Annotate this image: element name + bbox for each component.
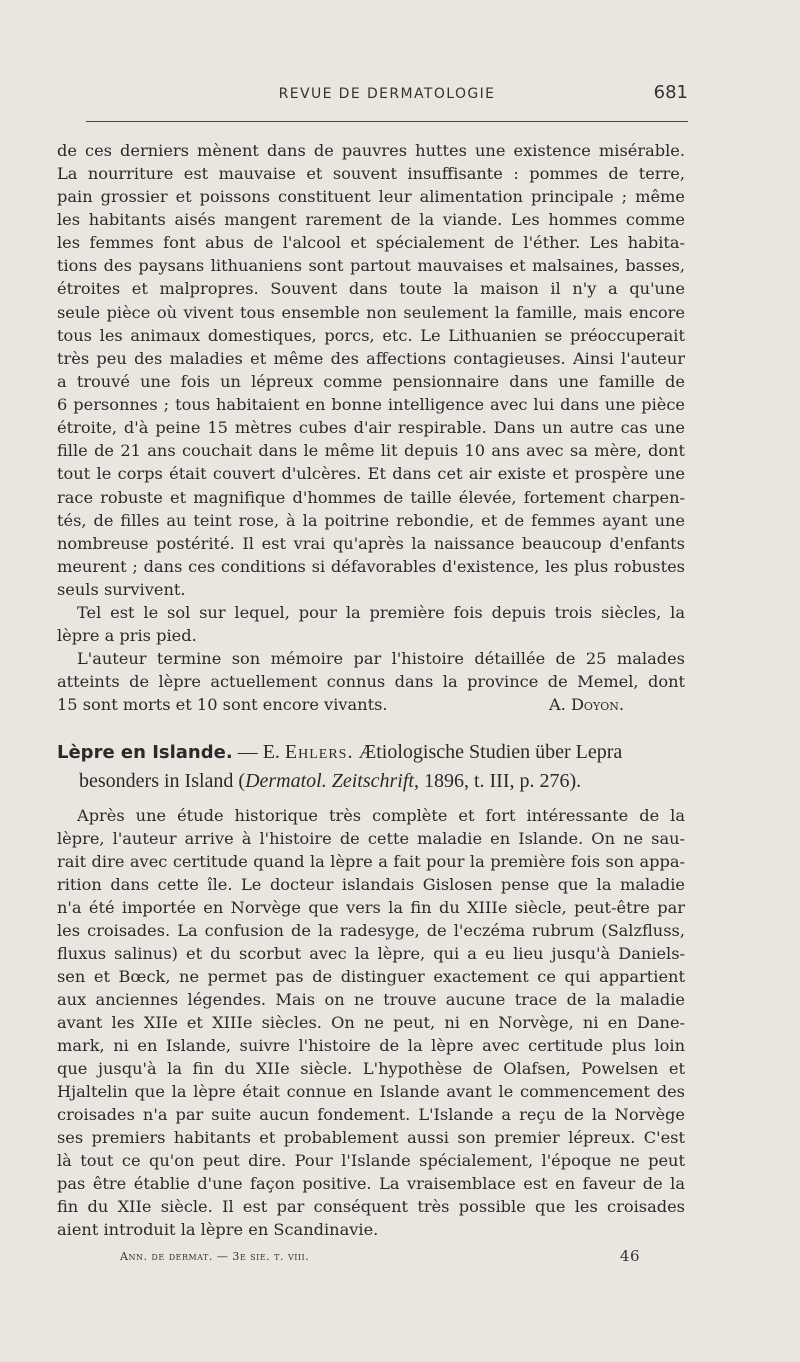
text-line: là tout ce qu'on peut dire. Pour l'Islande spécialement, l'époque ne peut <box>57 1151 685 1170</box>
text-line: L'auteur termine son mémoire par l'histoire détaillée de 25 malades <box>77 649 685 668</box>
text-line: avant les XIIe et XIIIe siècles. On ne peut, ni en Norvège, ni en Dane- <box>57 1013 685 1032</box>
header-rule <box>86 121 688 122</box>
text-line: rition dans cette île. Le docteur islandais Gislosen pense que la maladie <box>57 875 685 894</box>
running-header <box>86 82 688 110</box>
text-line: tions des paysans lithuaniens sont partout mauvaises et malsaines, basses, <box>57 256 685 275</box>
text-line: tout le corps était couvert d'ulcères. Et dans cet air existe et prospère une <box>57 464 685 483</box>
text-line: atteints de lèpre actuellement connus dans la province de Memel, dont <box>57 672 685 691</box>
text-line: pas être établie d'une façon positive. La vraisemblace est en faveur de la <box>57 1174 685 1193</box>
text-line: Après une étude historique très complète et fort intéressante de la <box>77 806 685 825</box>
text-line: n'a été importée en Norvège que vers la fin du XIIIe siècle, peut-être par <box>57 898 685 917</box>
journal-name: Dermatol. Zeitschrift <box>245 770 414 792</box>
text-line: fille de 21 ans couchait dans le même lit depuis 10 ans avec sa mère, dont <box>57 441 685 460</box>
text-line: Tel est le sol sur lequel, pour la première fois depuis trois siècles, la <box>77 603 685 622</box>
text-line: mark, ni en Islande, suivre l'histoire de la lèpre avec certitude plus loin <box>57 1036 685 1055</box>
footer-signature: Ann. de dermat. — 3e sie. t. viii. <box>120 1250 310 1263</box>
article-heading <box>57 738 687 795</box>
citation-line <box>57 767 687 795</box>
text-line: meurent ; dans ces conditions si défavorables d'existence, les plus robustes <box>57 557 685 576</box>
text-line: fluxus salinus) et du scorbut avec la lèpre, qui a eu lieu jusqu'à Daniels- <box>57 944 685 963</box>
text-line: tous les animaux domestiques, porcs, etc. Le Lithuanien se préoccuperait <box>57 326 685 345</box>
text-line: ses premiers habitants et probablement aussi son premier lépreux. C'est <box>57 1128 685 1147</box>
text-line: tés, de filles au teint rose, à la poitrine rebondie, et de femmes ayant une <box>57 511 685 530</box>
text-line: seuls survivent. <box>57 580 186 599</box>
text-line: aux anciennes légendes. Mais on ne trouve aucune trace de la maladie <box>57 990 685 1009</box>
running-title: REVUE DE DERMATOLOGIE <box>278 86 496 102</box>
text-line: lèpre a pris pied. <box>57 626 197 645</box>
text-line: rait dire avec certitude quand la lèpre a fait pour la première fois son appa- <box>57 852 685 871</box>
page-number: 681 <box>653 82 688 103</box>
text-line: 15 sont morts et 10 sont encore vivants. <box>57 695 388 714</box>
article-author: Ehlers. <box>284 741 354 763</box>
text-line: les femmes font abus de l'alcool et spécialement de l'éther. Les habita- <box>57 233 685 252</box>
heading-dash: — E. <box>232 741 285 763</box>
citation-suffix: , 1896, t. III, p. 276). <box>413 770 582 792</box>
citation-prefix: besonders in Island ( <box>79 770 246 792</box>
article-subject: Ætiologische Studien über Lepra <box>353 741 623 763</box>
article-title: Lèpre en Islande. <box>57 742 233 763</box>
text-line: seule pièce où vivent tous ensemble non seulement la famille, mais encore <box>57 303 685 322</box>
text-line: sen et Bœck, ne permet pas de distinguer exactement ce qui appartient <box>57 967 685 986</box>
text-line: que jusqu'à la fin du XIIe siècle. L'hypothèse de Olafsen, Powelsen et <box>57 1059 685 1078</box>
text-line: étroites et malpropres. Souvent dans toute la maison il n'y a qu'une <box>57 279 685 298</box>
text-line: fin du XIIe siècle. Il est par conséquent très possible que les croisades <box>57 1197 685 1216</box>
text-line: La nourriture est mauvaise et souvent insuffisante : pommes de terre, <box>57 164 685 183</box>
text-line: nombreuse postérité. Il est vrai qu'après la naissance beaucoup d'enfants <box>57 534 685 553</box>
text-line: race robuste et magnifique d'hommes de taille élevée, fortement charpen- <box>57 488 685 507</box>
text-line: les habitants aisés mangent rarement de la viande. Les hommes comme <box>57 210 685 229</box>
text-line: a trouvé une fois un lépreux comme pensionnaire dans une famille de <box>57 372 685 391</box>
text-line: de ces derniers mènent dans de pauvres huttes une existence misérable. <box>57 141 685 160</box>
text-line: les croisades. La confusion de la radesyge, de l'eczéma rubrum (Salzfluss, <box>57 921 685 940</box>
text-line: pain grossier et poissons constituent leur alimentation principale ; même <box>57 187 685 206</box>
text-line: étroite, d'à peine 15 mètres cubes d'air respirable. Dans un autre cas une <box>57 418 685 437</box>
text-line: 6 personnes ; tous habitaient en bonne intelligence avec lui dans une pièce <box>57 395 685 414</box>
author-signature: A. Doyon. <box>548 695 624 714</box>
text-line: très peu des maladies et même des affections contagieuses. Ainsi l'auteur <box>57 349 685 368</box>
text-line: lèpre, l'auteur arrive à l'histoire de cette maladie en Islande. On ne sau- <box>57 829 685 848</box>
text-line: Hjaltelin que la lèpre était connue en Islande avant le commencement des <box>57 1082 685 1101</box>
signature-mark: 46 <box>619 1247 640 1265</box>
text-line: croisades n'a par suite aucun fondement. L'Islande a reçu de la Norvège <box>57 1105 685 1124</box>
text-line: aient introduit la lèpre en Scandinavie. <box>57 1220 379 1239</box>
